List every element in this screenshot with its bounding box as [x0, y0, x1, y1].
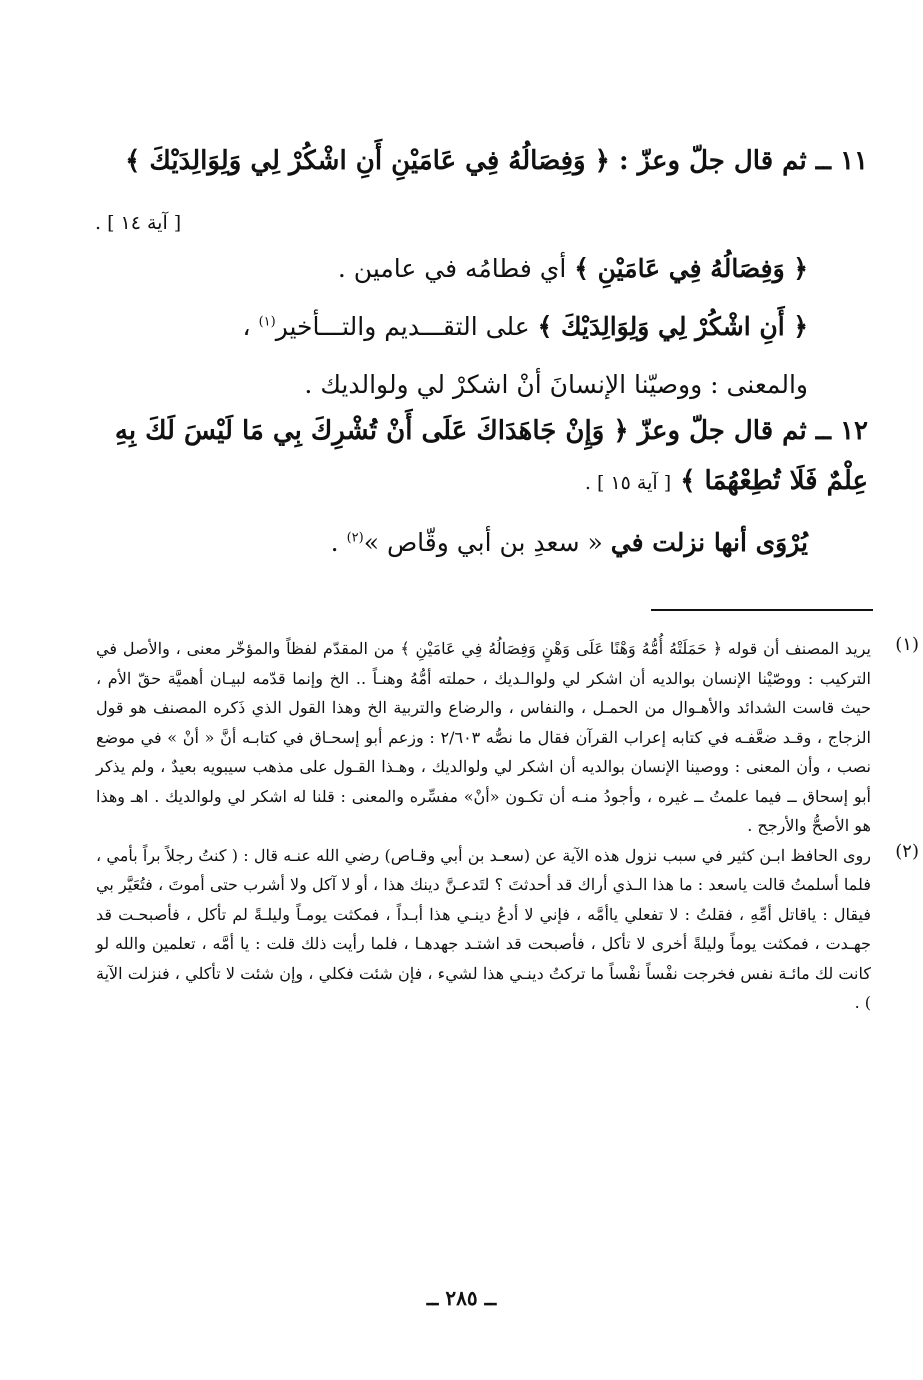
name-quote: « سعدِ بن أبي وقّاص » — [363, 528, 603, 557]
footnote-marker-1: (١) — [258, 314, 276, 330]
meaning-line: والمعنى : ووصيّنا الإنسانَ أنْ اشكرْ لي ولوالديك . — [304, 370, 808, 399]
quoted-phrase: ﴿ أَنِ اشْكُرْ لِي وَلِوَالِدَيْكَ ﴾ — [537, 312, 808, 341]
footnote-text: يريد المصنف أن قوله ﴿ حَمَلَتْهُ أُمُّهُ وَهْنًا عَلَى وَهْنٍ وَفِصَالُهُ فِي عَامَيْنِ ﴾ من المقدّم لفظاً والمؤخّر معنى ، والأصل في التركيب : ووصّيْنا الإنسان بوالديه أن اشكر لي ولوالـديك ، حملته أمُّهُ وهنـاً .. الخ وإنما قدّمه لبيـان أهميَّة حقّ الأم ، حيث قاست الشدائد والأهـوال من الحمـل ، والنفاس ، والرضاع والتربية الخ وهذا القول الذي ذَكره المصنف هو قول الزجاج ، وقـد ضعَّفـه في كتابه إعراب القرآن فقال ما نصُّه ٢/٦٠٣ : وزعم أبو إسحـاق في كتابـه أنَّ « أنْ » في موضع نصب ، وأن المعنى : ووصينا الإنسان بوالديه أن اشكر لي ولوالديك ، وهـذا القـول على مذهب سيبويه بعيدٌ ، ولم يذكر أبو إسحاق ــ فيما علمتُ ــ غيره ، وأجودُ منـه أن تكـون «أنْ» مفسِّره والمعنى : قلنا له اشكر لي ولوالديك . اهـ وهذا هو الأصحُّ والأرجح . — [96, 639, 871, 835]
footnote-number: (٢) — [895, 840, 919, 862]
page-number: ــ ٢٨٥ ــ — [426, 1286, 497, 1310]
footnote-number: (١) — [895, 634, 919, 655]
explanation-line-1 — [338, 256, 808, 281]
explanation-text: أي فطامُه في عامين . — [337, 254, 567, 283]
quoted-phrase: ﴿ وَفِصَالُهُ فِي عَامَيْنِ ﴾ — [574, 254, 808, 283]
verse-12-line-1: ١٢ ــ ثم قال جلّ وعزّ ﴿ وَإِنْ جَاهَدَاكَ عَلَى أَنْ تُشْرِكَ بِي مَا لَيْسَ لَكَ بِهِ — [114, 416, 868, 446]
footnotes — [96, 634, 919, 1018]
footnote-2 — [96, 840, 919, 1018]
verse-11-reference: [ آية ١٤ ] . — [95, 212, 182, 234]
explanation-line-2 — [243, 314, 808, 339]
verse-11-line: ١١ ــ ثم قال جلّ وعزّ : ﴿ وَفِصَالُهُ فِي عَامَيْنِ أَنِ اشْكُرْ لِي وَلِوَالِدَيْكَ ﴾ — [125, 146, 868, 176]
verse-12-line-2 — [585, 468, 868, 494]
comma: ، — [242, 312, 251, 341]
explanation-text: على التقـــديم والتـــأخير — [275, 312, 530, 341]
revelation-line — [331, 530, 808, 555]
footnote-text: روى الحافظ ابـن كثير في سبب نزول هذه الآية عن (سعـد بن أبي وقـاص) رضي الله عنـه قال : ( كنتُ رجلاً براً بأمي ، فلما أسلمتُ قالت ياسعد : ما هذا الـذي أراك قد أحدثتَ ؟ لتَدعـنَّ دينك هذا ، أو لا آكل ولا أشرب حتى أموتَ ، فتُعَيَّر بي فيقال : ياقاتل أمِّهِ ، فقلتُ : لا تفعلي ياأمَّه ، فإني لا أدعُ دينـي هذا أبـداً ، فمكثت يومـاً وليلـةً لم تأكل ، فأصبحـت قد جهـدت ، فمكثت يوماً وليلةً أخرى لا تأكل ، فأصبحت قد اشتـد جهدهـا ، فلما رأيت ذلك قلت : يا أمَّه ، تعلمين والله لو كانت لك مائـة نفس فخرجت نفْساً نفْساً ما تركتُ دينـي هذا لشيء ، فإن شئت فكلي ، وإن شئت لا تأكلي ، فنزلت الآية ) . — [96, 845, 871, 1012]
verse-12-text: عِلْمٌ فَلَا تُطِعْهُمَا ﴾ — [680, 466, 868, 496]
footnote-marker-2: (٢) — [346, 530, 364, 546]
footnote-1 — [96, 634, 919, 841]
period: . — [330, 528, 339, 557]
verse-12-reference: [ آية ١٥ ] . — [584, 472, 672, 494]
footnote-divider — [651, 609, 873, 611]
revelation-text: يُرْوَى أنها نزلت في — [610, 528, 808, 557]
